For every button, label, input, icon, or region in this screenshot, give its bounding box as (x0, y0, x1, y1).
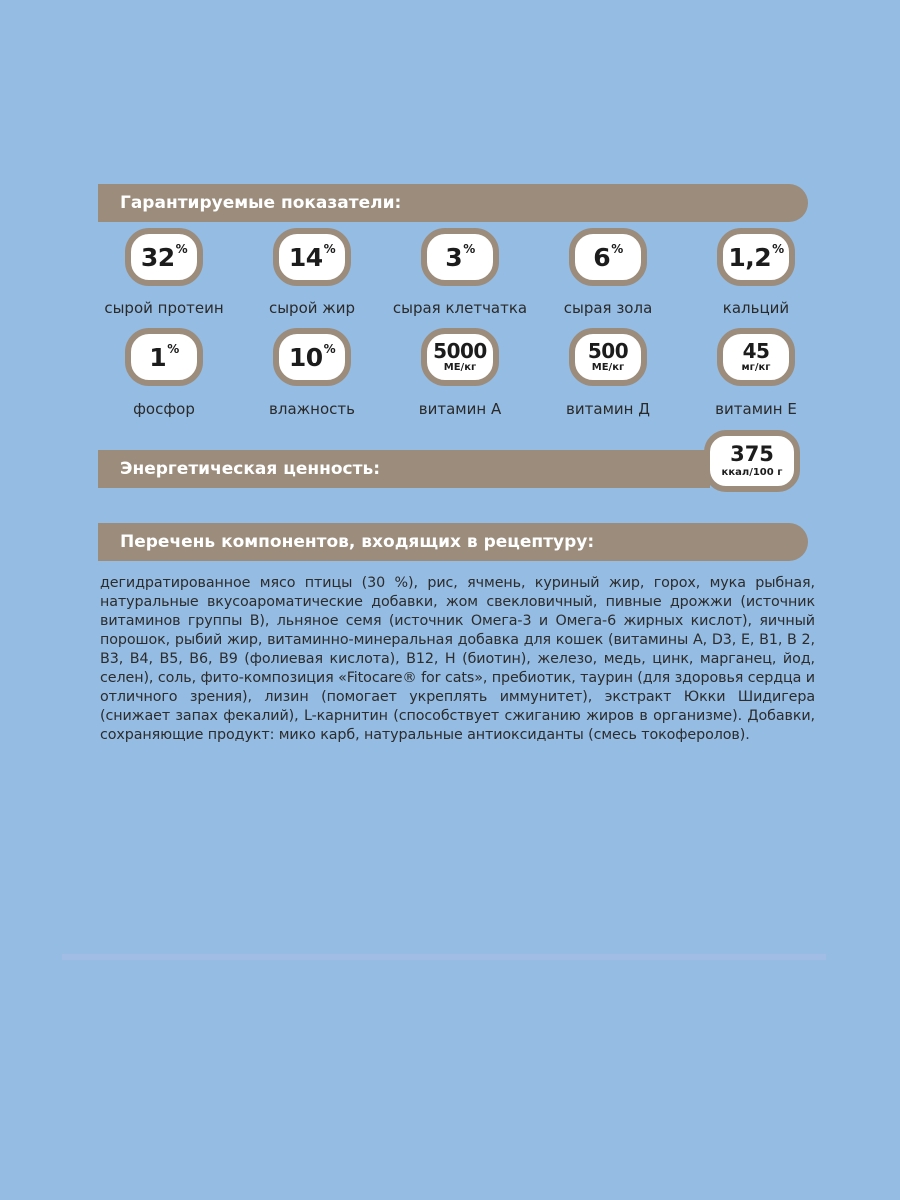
energy-badge (704, 430, 800, 492)
indicator-unit: МЕ/кг (443, 362, 477, 373)
indicator-value: 5000 (433, 339, 487, 363)
indicator-unit: МЕ/кг (591, 362, 625, 373)
indicator-vitamin-d (534, 328, 682, 418)
indicator-value: 1,2 (728, 242, 772, 272)
indicator-label: сырой жир (268, 299, 356, 317)
indicator-label: сырая зола (563, 299, 653, 317)
indicator-badge (273, 328, 351, 386)
components-text: дегидратированное мясо птицы (30 %), рис, ячмень, куриный жир, горох, мука рыбная, натуральные вкусоароматические добавки, жом свекловичный, пивные дрожжи (источник витаминов группы В), льняное семя (источник Омега-3 и Омега-6 жирных кислот), яичный порошок, рыбий жир, витаминно-минеральная добавка для кошек (витамины A, D3, E, B1, B 2, B3, B4, B5, B6, B9 (фолиевая кислота), B12, H (биотин), железо, медь, цинк, марганец, йод, селен), соль, фито-композиция «Fitocare® for cats», пребиотик, таурин (для здоровья сердца и отличного зрения), лизин (помогает укреплять иммунитет), экстракт Юкки Шидигера (снижает запах фекалий), L-карнитин (способствует сжиганию жиров в организме). Добавки, сохраняющие продукт: мико карб, натуральные антиоксиданты (смесь токоферолов). (100, 575, 815, 743)
indicator-label: витамин Е (715, 400, 797, 418)
indicator-badge (569, 328, 647, 386)
guaranteed-indicators-header: Гарантируемые показатели: (98, 184, 808, 222)
indicator-suffix: % (175, 241, 188, 256)
indicator-vitamin-e (682, 328, 830, 418)
indicator-phosphorus (90, 328, 238, 418)
components-header: Перечень компонентов, входящих в рецептуру: (98, 523, 808, 561)
indicator-calcium (682, 228, 830, 317)
energy-unit: ккал/100 г (721, 467, 783, 478)
indicator-badge (717, 228, 795, 286)
indicator-suffix: % (323, 241, 336, 256)
indicator-badge (569, 228, 647, 286)
indicator-badge (125, 228, 203, 286)
indicator-badge (273, 228, 351, 286)
indicator-value: 3 (445, 242, 463, 272)
indicator-suffix: % (167, 341, 179, 356)
indicator-unit: мг/кг (741, 362, 771, 373)
indicator-moisture (238, 328, 386, 418)
indicator-crude-protein (90, 228, 238, 317)
indicator-suffix: % (611, 241, 623, 256)
energy-value-header: Энергетическая ценность: (98, 450, 710, 488)
indicator-label: витамин Д (566, 400, 650, 418)
indicator-value: 10 (288, 342, 323, 372)
indicator-badge (717, 328, 795, 386)
indicator-label: кальций (722, 299, 790, 317)
indicator-suffix: % (323, 341, 336, 356)
indicator-vitamin-a (386, 328, 534, 418)
divider-line (62, 954, 826, 960)
indicator-badge (125, 328, 203, 386)
indicator-label: сырой протеин (104, 299, 224, 317)
indicator-value: 14 (288, 242, 323, 272)
indicator-value: 32 (140, 242, 175, 272)
energy-value: 375 (730, 442, 774, 466)
indicator-crude-ash (534, 228, 682, 317)
indicator-label: сырая клетчатка (392, 299, 528, 317)
indicator-value: 500 (587, 339, 629, 363)
indicator-crude-fiber (386, 228, 534, 317)
indicator-value: 45 (742, 339, 770, 363)
indicator-value: 1 (149, 342, 167, 372)
indicator-suffix: % (772, 241, 784, 256)
indicator-label: витамин А (418, 400, 502, 418)
indicator-badge (421, 328, 499, 386)
indicator-suffix: % (463, 241, 475, 256)
indicator-badge (421, 228, 499, 286)
indicator-crude-fat (238, 228, 386, 317)
indicator-label: влажность (269, 400, 355, 418)
indicator-value: 6 (593, 242, 611, 272)
indicator-label: фосфор (133, 400, 195, 418)
